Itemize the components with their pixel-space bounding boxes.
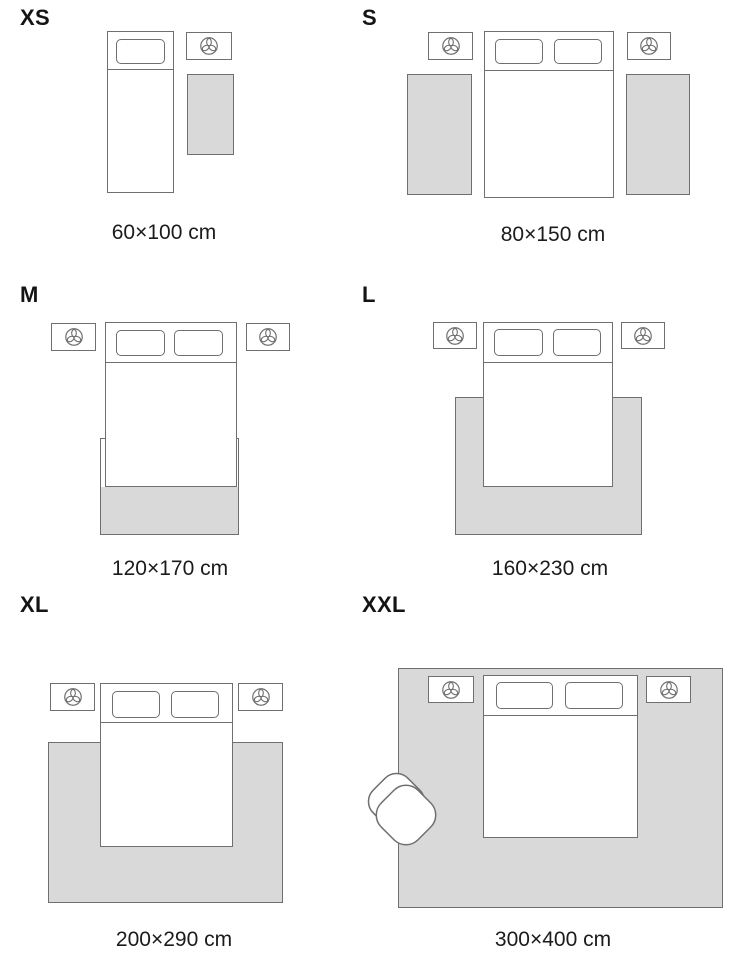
pillow bbox=[116, 39, 165, 64]
armchair-icon bbox=[358, 760, 444, 854]
nightstand-left bbox=[428, 32, 473, 60]
pillow-left bbox=[112, 691, 160, 718]
bed-double bbox=[105, 322, 237, 487]
pillow-right bbox=[553, 329, 601, 356]
pillow-left bbox=[496, 682, 553, 709]
nightstand-right bbox=[621, 322, 665, 349]
bed-double bbox=[100, 683, 233, 847]
pillow-left bbox=[116, 330, 165, 356]
rug-xs bbox=[187, 74, 234, 155]
bed-single bbox=[107, 31, 174, 193]
nightstand-left bbox=[50, 683, 95, 711]
rug-s-left bbox=[407, 74, 472, 195]
nightstand-left bbox=[428, 676, 474, 703]
pillow-right bbox=[171, 691, 219, 718]
caption-m: 120×170 cm bbox=[111, 557, 229, 580]
size-label-xl: XL bbox=[20, 592, 49, 617]
plant-icon bbox=[637, 34, 661, 58]
caption-l: 160×230 cm bbox=[491, 557, 609, 580]
pillow-right bbox=[554, 39, 602, 64]
caption-xl: 200×290 cm bbox=[115, 928, 233, 951]
size-label-m: M bbox=[20, 282, 39, 307]
rug-visible-part bbox=[101, 487, 238, 534]
size-label-xxl: XXL bbox=[362, 592, 406, 617]
plant-icon bbox=[249, 685, 273, 709]
size-label-l: L bbox=[362, 282, 376, 307]
nightstand bbox=[186, 32, 232, 60]
plant-icon bbox=[657, 678, 681, 702]
nightstand-left bbox=[433, 322, 477, 349]
plant-icon bbox=[631, 324, 655, 348]
nightstand-left bbox=[51, 323, 96, 351]
bed-double bbox=[483, 675, 638, 838]
bed-double bbox=[484, 31, 614, 198]
pillow-left bbox=[494, 329, 543, 356]
plant-icon bbox=[62, 325, 86, 349]
bed-double bbox=[483, 322, 613, 487]
size-label-xs: XS bbox=[20, 5, 50, 30]
size-label-s: S bbox=[362, 5, 377, 30]
caption-s: 80×150 cm bbox=[500, 223, 606, 246]
pillow-right bbox=[174, 330, 223, 356]
caption-xxl: 300×400 cm bbox=[494, 928, 612, 951]
plant-icon bbox=[256, 325, 280, 349]
nightstand-right bbox=[627, 32, 671, 60]
plant-icon bbox=[443, 324, 467, 348]
plant-icon bbox=[439, 678, 463, 702]
nightstand-right bbox=[646, 676, 691, 703]
pillow-left bbox=[495, 39, 543, 64]
plant-icon bbox=[61, 685, 85, 709]
nightstand-right bbox=[238, 683, 283, 711]
caption-xs: 60×100 cm bbox=[111, 221, 217, 244]
plant-icon bbox=[197, 34, 221, 58]
rug-s-right bbox=[626, 74, 690, 195]
pillow-right bbox=[565, 682, 623, 709]
plant-icon bbox=[439, 34, 463, 58]
nightstand-right bbox=[246, 323, 290, 351]
